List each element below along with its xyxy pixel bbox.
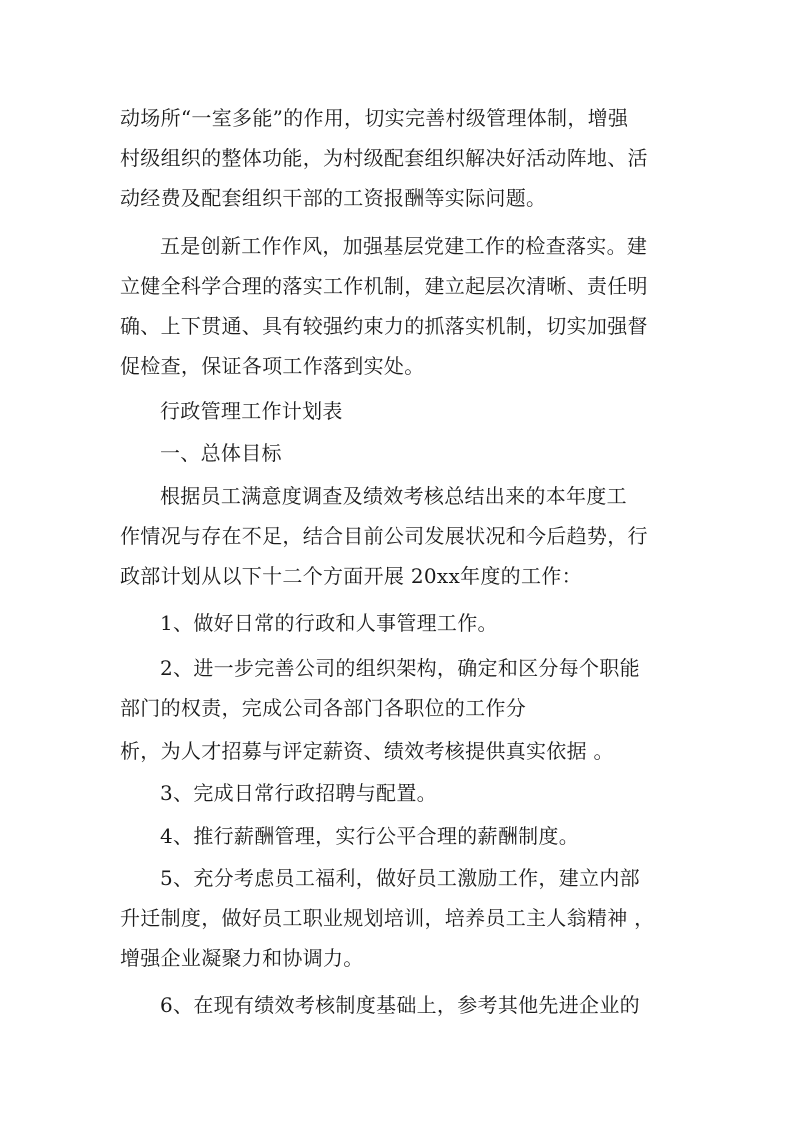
list-item-2-cont-2: 析，为人才招募与评定薪资、绩效考核提供真实依据 。 [120, 739, 614, 763]
text-line-6: 确、上下贯通、具有较强约束力的抓落实机制，切实加强督 [120, 314, 648, 338]
text-line-12: 政部计划从以下十二个方面开展 20xx年度的工作： [120, 564, 582, 588]
list-item-2-cont-1: 部门的权责，完成公司各部门各职位的工作分 [120, 696, 526, 720]
text-line-2: 村级组织的整体功能，为村级配套组织解决好活动阵地、活 [120, 146, 648, 170]
list-item-5: 5、充分考虑员工福利，做好员工激励工作，建立内部 [160, 866, 640, 890]
text-line-10: 根据员工满意度调查及绩效考核总结出来的本年度工 [160, 484, 627, 508]
list-item-2: 2、进一步完善公司的组织架构，确定和区分每个职能 [160, 656, 640, 680]
list-item-1: 1、做好日常的行政和人事管理工作。 [160, 611, 498, 635]
list-item-3: 3、完成日常行政招聘与配置。 [160, 781, 437, 805]
text-line-11: 作情况与存在不足，结合目前公司发展状况和今后趋势，行 [120, 524, 648, 548]
list-item-5-cont-2: 增强企业凝聚力和协调力。 [120, 946, 364, 970]
text-line-7: 促检查，保证各项工作落到实处。 [120, 354, 425, 378]
text-line-4: 五是创新工作作风，加强基层党建工作的检查落实。建 [160, 234, 648, 258]
list-item-6: 6、在现有绩效考核制度基础上，参考其他先进企业的 [160, 993, 640, 1017]
list-item-4: 4、推行薪酬管理，实行公平合理的薪酬制度。 [160, 824, 580, 848]
section-title: 行政管理工作计划表 [160, 399, 343, 423]
text-line-1: 动场所“一室多能”的作用，切实完善村级管理体制，增强 [120, 106, 629, 130]
text-line-5: 立健全科学合理的落实工作机制，建立起层次清晰、责任明 [120, 274, 648, 298]
list-item-5-cont-1: 升迁制度，做好员工职业规划培训，培养员工主人翁精神 ， [120, 906, 655, 930]
section-heading-1: 一、总体目标 [160, 441, 282, 465]
text-line-3: 动经费及配套组织干部的工资报酬等实际问题。 [120, 186, 547, 210]
